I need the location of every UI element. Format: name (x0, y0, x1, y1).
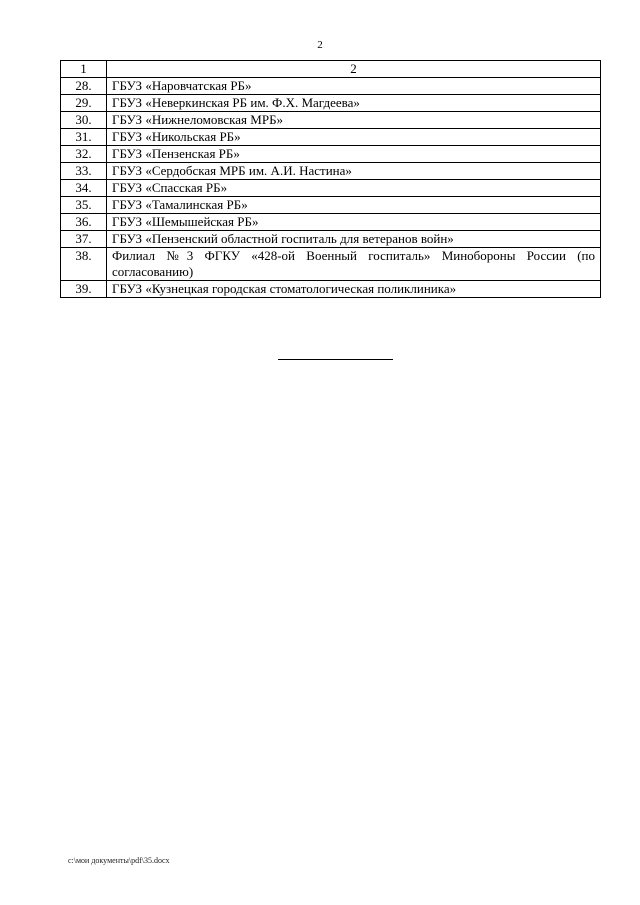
row-number: 36. (61, 214, 107, 231)
table-row (61, 112, 601, 129)
table-row (61, 129, 601, 146)
end-of-document-line (278, 359, 393, 360)
row-number: 29. (61, 95, 107, 112)
table-row (61, 214, 601, 231)
table-row (61, 78, 601, 95)
row-institution-name: ГБУЗ «Пензенский областной госпиталь для ветеранов войн» (107, 231, 601, 248)
row-number: 30. (61, 112, 107, 129)
row-number: 31. (61, 129, 107, 146)
table-row (61, 146, 601, 163)
row-institution-name: ГБУЗ «Шемышейская РБ» (107, 214, 601, 231)
row-number: 37. (61, 231, 107, 248)
row-institution-name: ГБУЗ «Тамалинская РБ» (107, 197, 601, 214)
row-institution-name: ГБУЗ «Наровчатская РБ» (107, 78, 601, 95)
row-number: 28. (61, 78, 107, 95)
institutions-table (60, 60, 601, 298)
row-institution-name: ГБУЗ «Кузнецкая городская стоматологическая поликлиника» (107, 281, 601, 298)
row-number: 35. (61, 197, 107, 214)
row-number: 33. (61, 163, 107, 180)
table-row (61, 180, 601, 197)
row-institution-name: ГБУЗ «Нижнеломовская МРБ» (107, 112, 601, 129)
row-institution-name: ГБУЗ «Спасская РБ» (107, 180, 601, 197)
table-row (61, 281, 601, 298)
column-header-number: 1 (61, 61, 107, 78)
row-institution-name: Филиал №3 ФГКУ «428-ой Военный госпиталь» Минобороны России (по согласованию) (107, 248, 601, 281)
table-row (61, 197, 601, 214)
row-number: 38. (61, 248, 107, 281)
row-number: 32. (61, 146, 107, 163)
page-number: 2 (317, 39, 323, 51)
row-number: 39. (61, 281, 107, 298)
table-row (61, 163, 601, 180)
table-header-row (61, 61, 601, 78)
row-number: 34. (61, 180, 107, 197)
row-institution-name: ГБУЗ «Пензенская РБ» (107, 146, 601, 163)
row-institution-name: ГБУЗ «Сердобская МРБ им. А.И. Настина» (107, 163, 601, 180)
footer-file-path: c:\мои документы\pdf\35.docx (68, 856, 170, 865)
column-header-name: 2 (107, 61, 601, 78)
table-row (61, 231, 601, 248)
table-row (61, 248, 601, 281)
row-institution-name: ГБУЗ «Неверкинская РБ им. Ф.Х. Магдеева» (107, 95, 601, 112)
table-row (61, 95, 601, 112)
row-institution-name: ГБУЗ «Никольская РБ» (107, 129, 601, 146)
